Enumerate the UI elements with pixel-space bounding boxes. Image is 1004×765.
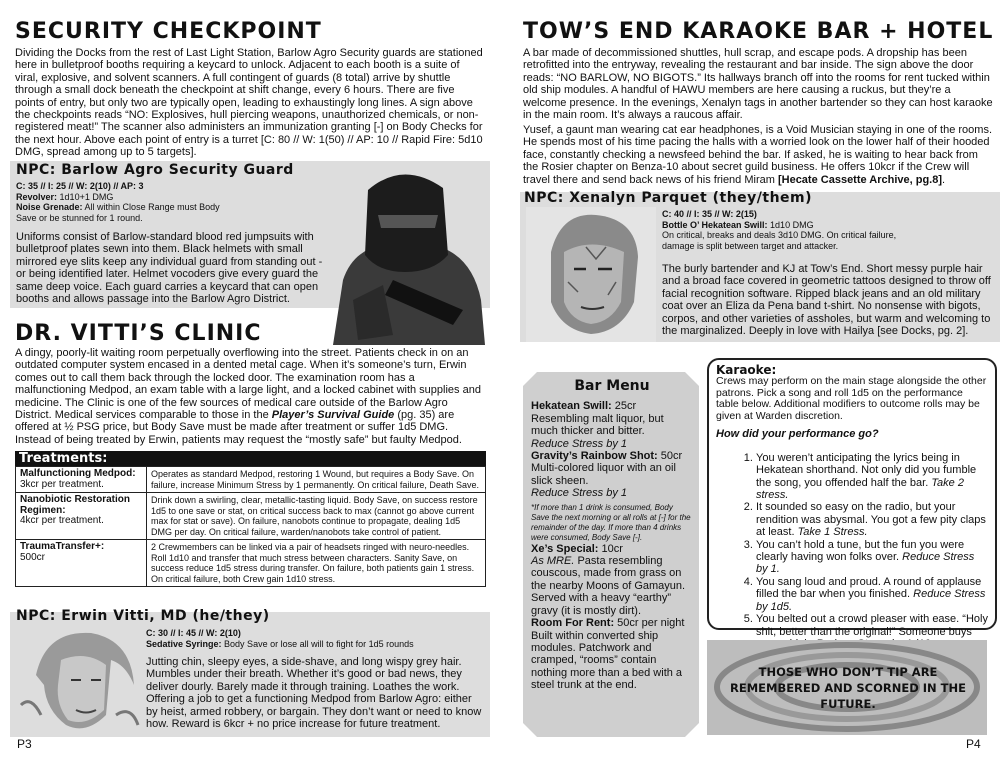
performance-table bbox=[716, 452, 988, 651]
treatment-name-cell bbox=[16, 467, 147, 493]
tip-banner-text: THOSE WHO DON’T TIP ARE REMEMBERED AND SCORNED IN THE FUTURE. bbox=[729, 665, 967, 711]
menu-item bbox=[531, 543, 693, 617]
outcome-text: You sang loud and proud. A round of applause filled the bar when you finished. bbox=[756, 575, 982, 601]
erwin-description: Jutting chin, sleepy eyes, a side-shave, and long wispy grey hair. Mumbles under their breath. Whether it’s good or bad news, they deliver dourly. Barely made it through training. Loathes the work. Offering a job to get a functioning Medpod from Barlow Agro: either by heist, armed robbery, or bargain. They don’t want or need to know how. Reward is 6kcr + no price increase for future treatment. bbox=[146, 656, 482, 731]
erwin-portrait-illustration bbox=[16, 625, 141, 740]
treatment-desc: 2 Crewmembers can be linked via a pair of headsets ringed with neuro-needles. Roll 1d10 and transfer that much stress between characters. Sanity Save, on success reduce 1d5 stress during transfer. On failure, both patients gain 1 stress. On critical failure, both Crew gain 1d10 stress. bbox=[147, 540, 486, 587]
guard-stats-line: C: 35 // I: 25 // W: 2(10) // AP: 3 bbox=[16, 181, 144, 191]
list-item bbox=[756, 539, 988, 576]
treatment-name: Nanobiotic Restoration Regimen: bbox=[20, 494, 131, 516]
karaoke-bar-title: TOW’S END KARAOKE BAR + HOTEL bbox=[523, 19, 994, 44]
clinic-body-a: A dingy, poorly-lit waiting room perpetually overflowing into the street. Patients check in on an outdated computer system encased in a dented metal cage. When it’s someone’s turn, Erwin comes out to call them back through the locked door. The examination room has a malfunctioning Medpod, an exam table with a large light, and a locked cabinet with supplies and medicine. The Clinic is one of the few sources of medical care outside of the Barlow Agro District. Medical services comparable to those in the bbox=[15, 347, 481, 422]
book-reference: Player’s Survival Guide bbox=[271, 409, 395, 422]
menu-item-desc: Built within converted ship modules. Patchwork and cramped, “rooms” contain nothing more than a bed with a steel trunk at the end. bbox=[531, 629, 683, 692]
menu-item-price: 25cr bbox=[614, 400, 637, 413]
menu-item-price: 50cr per night bbox=[617, 617, 685, 630]
menu-item-note: *If more than 1 drink is consumed, Body Save the next morning or all rolls at [-] for the remainder of the day. If more than 4 drinks were consumed, Body Save [-]. bbox=[531, 502, 691, 542]
outcome-text: It sounded so easy on the radio, but your rendition was abysmal. You got a few pity claps at least. bbox=[756, 501, 986, 539]
treatment-desc: Drink down a swirling, clear, metallic-tasting liquid. Body Save, on success restore 1d5 to one save or stat, on critical success back to max (cannot go above current max for stat or save). On failure, nanobots continue to propagate, dealing 1d5 DMG per day. On critical failure, warden/nanobots take control of patient. bbox=[147, 493, 486, 540]
list-item bbox=[756, 501, 988, 538]
clinic-title: DR. VITTI’S CLINIC bbox=[15, 321, 262, 346]
outcome-effect: Reduce Stress by 1. bbox=[756, 551, 975, 576]
outcome-text: You weren’t anticipating the lyrics being in Hekatean shorthand. Not only did you fumble the song, you offended half the bar. bbox=[756, 451, 977, 489]
security-checkpoint-title: SECURITY CHECKPOINT bbox=[15, 19, 322, 44]
menu-item-name: Xe’s Special: bbox=[531, 542, 599, 555]
syringe-label: Sedative Syringe: bbox=[146, 638, 222, 649]
xenalyn-stats-line: C: 40 // I: 35 // W: 2(15) bbox=[662, 209, 757, 219]
treatment-name-cell bbox=[16, 493, 147, 540]
karaoke-title: Karaoke: bbox=[716, 363, 777, 377]
bar-p2-end: . bbox=[942, 173, 946, 186]
menu-item-name: Room For Rent: bbox=[531, 617, 615, 630]
xenalyn-description: The burly bartender and KJ at Tow’s End. Short messy purple hair and a broad face covered in geometric tattoos designed to throw off facial recognition software. Ripped black jeans and an old military coat over an Eliza da Pena band t-shirt. No nonsense with bigots, corpos, and other varieties of assholes, but warm and welcoming to the marginalized. Deeply in love with Hailya [see Docks, pg. 2]. bbox=[662, 263, 991, 338]
bar-menu-title: Bar Menu bbox=[574, 378, 650, 394]
xenalyn-portrait-illustration bbox=[526, 207, 656, 342]
bar-menu bbox=[531, 380, 693, 692]
treatments-header: Treatments: bbox=[15, 451, 486, 466]
menu-item bbox=[531, 450, 693, 543]
treatment-price: 500cr bbox=[20, 551, 46, 563]
table-row bbox=[16, 467, 486, 493]
menu-item-effect: Reduce Stress by 1 bbox=[531, 487, 627, 500]
grenade-label: Noise Grenade: bbox=[16, 202, 83, 212]
revolver-label: Revolver: bbox=[16, 191, 58, 202]
list-item bbox=[756, 452, 988, 502]
karaoke-subtitle: How did your performance go? bbox=[716, 428, 879, 441]
guard-npc-stats bbox=[16, 181, 326, 223]
table-row bbox=[16, 493, 486, 540]
menu-item-name: Gravity’s Rainbow Shot: bbox=[531, 450, 658, 463]
menu-item-desc: Multi-colored liquor with an oil slick sheen. bbox=[531, 462, 676, 487]
revolver-value: 1d10+1 DMG bbox=[59, 191, 114, 202]
menu-item-desc: Pasta resembling couscous, made from grass on the nearby Moons of Gamayun. Served with a heavy “earthy” gravy (it is mostly dirt). bbox=[531, 555, 686, 617]
treatments-table bbox=[15, 466, 486, 587]
outcome-effect: Take 2 stress. bbox=[756, 476, 964, 502]
list-item bbox=[756, 576, 988, 613]
treatment-name: TraumaTransfer+: bbox=[20, 541, 105, 552]
menu-item-effect: Reduce Stress by 1 bbox=[531, 437, 627, 450]
guard-description: Uniforms consist of Barlow-standard blood red jumpsuits with bulletproof plates sewn into them. Black helmets with small mirrored eye slits keep any individual guard from standing out - or being identified later. Helmet vocoders give every guard the same deep voice. Each guard carries a keycard that can open booths and allows passage into the Barlow Agro District. bbox=[16, 231, 323, 306]
treatment-name: Malfunctioning Medpod: bbox=[20, 468, 136, 479]
menu-item-desc: Resembling malt liquor, but much thicker and bitter. bbox=[531, 412, 664, 438]
menu-item bbox=[531, 617, 693, 691]
security-checkpoint-body bbox=[15, 47, 485, 159]
page-number-right: P4 bbox=[966, 737, 981, 751]
bar-paragraph-2 bbox=[523, 124, 993, 186]
erwin-stats bbox=[146, 628, 486, 649]
security-guard-illustration bbox=[323, 160, 488, 345]
outcome-text: You can’t hold a tune, but the fun you were clearly having won folks over. bbox=[756, 538, 965, 564]
turret-stats: [C: 80 // W: 1(50) // AP: 10 // Rapid Fire: 5d10 DMG, spread among up to 5 targets]. bbox=[15, 133, 483, 159]
table-row bbox=[16, 540, 486, 587]
security-body-text: Dividing the Docks from the rest of Last Light Station, Barlow Agro Security guards are stationed here in bulletproof booths requiring a keycard to unlock. Adjacent to each booth is a suite of viral, explosive, and solvent scanners. A full contingent of guards (8 total) arrive by shuttle through a small dock beneath the checkpoint at shift change, every 6 hours. There are five points of entry, but only two are typically open, leading to exhaustingly long lines. A sign above the checkpoints reads “NO: Explosives, hull piercing weapons, unauthorized chemicals, or non-registered meat!” The scanner also administers an immunization granting [-] on Body Checks for the next hour. Above each point of entry is a turret bbox=[15, 47, 483, 146]
page-number-left: P3 bbox=[17, 737, 32, 751]
treatment-price: 4kcr per treatment. bbox=[20, 515, 104, 526]
swill-label: Bottle O’ Hekatean Swill: bbox=[662, 219, 768, 230]
treatment-price: 3kcr per treatment. bbox=[20, 478, 104, 490]
karaoke-intro: Crews may perform on the main stage alongside the other patrons. Pick a song and roll 1d5 on the performance table below. Additional modifiers to outcome rolls may be given at Warden discretion. bbox=[716, 375, 987, 422]
menu-item-price: 50cr bbox=[660, 450, 683, 463]
xenalyn-npc-title: NPC: Xenalyn Parquet (they/them) bbox=[524, 190, 813, 206]
clinic-body-b: (pg. 35) are offered at ½ PSG price, but Body Save must be made after treatment or suffer 1d5 DMG. Instead of being treated by Erwin, patients may request the “mostly safe” but faulty Medpod. bbox=[15, 409, 462, 446]
guard-npc-title: NPC: Barlow Agro Security Guard bbox=[16, 162, 294, 178]
grenade-value: All within Close Range must Body Save or be stunned for 1 round. bbox=[16, 202, 220, 223]
archive-reference: [Hecate Cassette Archive, pg.8] bbox=[777, 173, 943, 186]
karaoke-content bbox=[716, 364, 988, 661]
swill-value: 1d10 DMG bbox=[770, 219, 814, 230]
erwin-stats-line: C: 30 // I: 45 // W: 2(10) bbox=[146, 628, 241, 638]
treatment-name-cell bbox=[16, 540, 147, 587]
xenalyn-stats bbox=[662, 209, 992, 251]
treatment-desc: Operates as standard Medpod, restoring 1 Wound, but requires a Body Save. On failure, increase Minimum Stress by 1 permanently. On critical failure, Death Save. bbox=[147, 467, 486, 493]
clinic-body bbox=[15, 347, 485, 446]
outcome-text: You belted out a crowd pleaser with ease. “Holy shit, better than the original!” Someone buys bbox=[756, 613, 988, 638]
syringe-value: Body Save or lose all will to fight for 1d5 rounds bbox=[224, 638, 414, 649]
menu-item-desc-italic: As MRE. bbox=[531, 555, 575, 568]
bar-paragraph-1: A bar made of decommissioned shuttles, hull scrap, and escape pods. A dropship has been retrofitted into the entryway, revealing the restaurant and bar inside. The sign above the door reads: “NO BARLOW, NO BIGOTS.” Its hallways branch off into the rooms for rent tucked within old ship modules. A handful of HAWU members are here causing a ruckus, but they’re a welcome presence. In the evenings, Xenalyn tags in another bartender so they can host karaoke in the main room. It’s always a raucous affair. bbox=[523, 47, 993, 122]
outcome-effect: Take 1 Stress. bbox=[797, 526, 868, 539]
menu-item-price: 10cr bbox=[601, 542, 623, 555]
erwin-npc-title: NPC: Erwin Vitti, MD (he/they) bbox=[16, 608, 270, 624]
outcome-effect: Reduce Stress by 1d5. bbox=[756, 588, 986, 613]
bar-p2-text: Yusef, a gaunt man wearing cat ear headphones, is a Void Musician staying in one of the rooms. He spends most of his time pacing the halls with a worried look on the lower half of their hooded face, constantly checking a newsfeed behind the bar. If asked, he is waiting to hear back from the Rosier chapter on Benza-10 about secret guild business. He offers 10kcr if the Crew will travel there and send back news of his friend Miram bbox=[523, 124, 993, 186]
menu-item bbox=[531, 400, 693, 450]
menu-item-name: Hekatean Swill: bbox=[531, 400, 612, 413]
swill-critical: On critical, breaks and deals 3d10 DMG. On critical failure, damage is split between target and attacker. bbox=[662, 230, 897, 251]
